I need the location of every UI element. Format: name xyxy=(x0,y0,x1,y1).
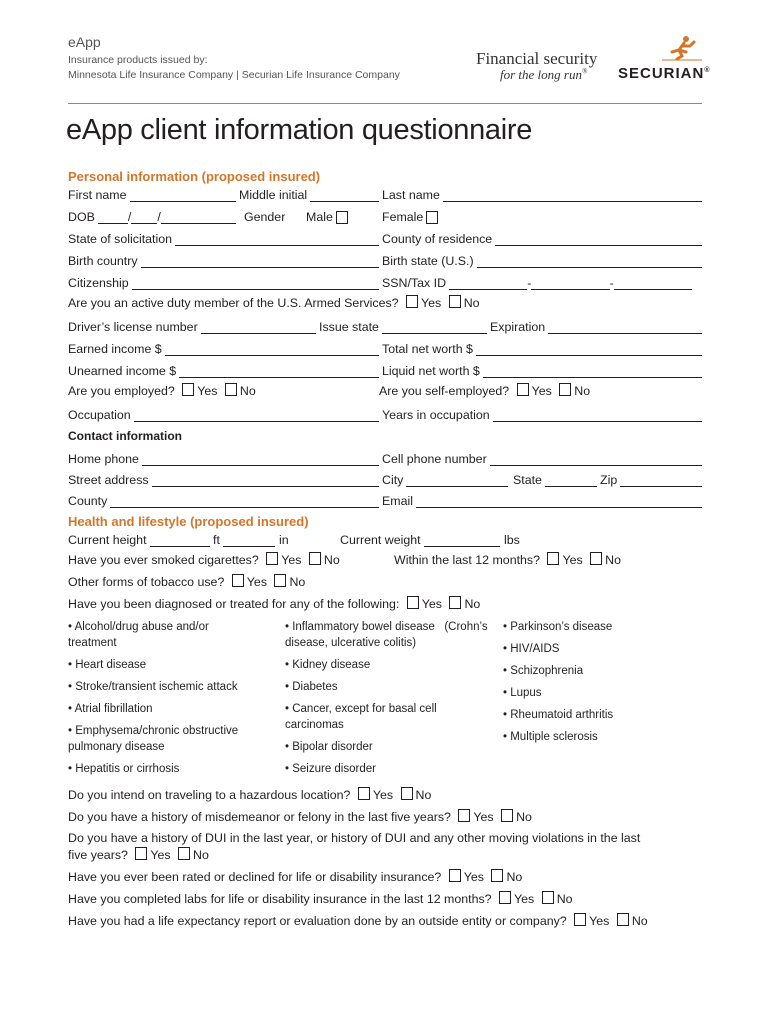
license-label: Driver’s license number xyxy=(68,320,198,334)
yes-label: Yes xyxy=(531,384,552,398)
armed-no-checkbox[interactable] xyxy=(449,295,461,308)
dob-month-field[interactable] xyxy=(98,211,128,224)
app-name: eApp xyxy=(68,34,101,50)
yes-label: Yes xyxy=(589,914,610,928)
occupation-label: Occupation xyxy=(68,408,131,422)
yes-label: Yes xyxy=(473,810,494,824)
citizenship-label: Citizenship xyxy=(68,276,129,290)
yes-label: Yes xyxy=(281,553,302,567)
tagline-reg: ® xyxy=(581,67,588,76)
self-employed-question xyxy=(379,383,590,398)
employed-label: Are you employed? xyxy=(68,384,175,398)
state-field[interactable] xyxy=(545,474,597,487)
diagnosed-label: Have you been diagnosed or treated for any of the following: xyxy=(68,597,400,611)
logo-reg: ® xyxy=(704,67,711,74)
expiration-field[interactable] xyxy=(548,321,702,334)
dob-day-field[interactable] xyxy=(131,211,157,224)
height-label: Current height xyxy=(68,533,147,547)
last12-label: Within the last 12 months? xyxy=(394,553,541,567)
weight-field[interactable] xyxy=(424,534,500,547)
smoked-label: Have you ever smoked cigarettes? xyxy=(68,553,259,567)
condition-item: • Rheumatoid arthritis xyxy=(503,709,614,721)
dui-label-line2: five years? xyxy=(68,848,128,862)
license-field[interactable] xyxy=(201,321,316,334)
ssn-part3-field[interactable] xyxy=(614,277,692,290)
condition-item: • Diabetes xyxy=(285,681,338,693)
dob-year-field[interactable] xyxy=(161,211,236,224)
self-employed-label: Are you self-employed? xyxy=(379,384,510,398)
tagline-line2 xyxy=(500,67,587,83)
condition-item: • Heart disease xyxy=(68,659,147,671)
condition-item: • Emphysema/chronic obstructive pulmonary disease xyxy=(68,725,245,753)
dob-row xyxy=(68,206,702,224)
unearned-row xyxy=(68,360,702,378)
condition-item: • Multiple sclerosis xyxy=(503,731,598,743)
employed-question xyxy=(68,383,256,398)
condition-item: • Cancer, except for basal cell carcinomas xyxy=(285,703,444,731)
unearned-income-label: Unearned income $ xyxy=(68,364,177,378)
yes-label: Yes xyxy=(246,575,268,589)
unearned-income-field[interactable] xyxy=(179,365,379,378)
rated-no-checkbox[interactable] xyxy=(491,869,503,882)
no-label: No xyxy=(556,892,573,906)
contact-heading: Contact information xyxy=(68,429,182,443)
county-label: County xyxy=(68,494,108,508)
companies-text: Minnesota Life Insurance Company | Securian Life Insurance Company xyxy=(68,69,400,81)
yes-label: Yes xyxy=(197,384,218,398)
page-title: eApp client information questionnaire xyxy=(66,114,533,146)
life-expectancy-no-checkbox[interactable] xyxy=(617,913,629,926)
labs-question xyxy=(68,891,573,906)
employed-no-checkbox[interactable] xyxy=(225,383,237,396)
years-occupation-label: Years in occupation xyxy=(382,408,490,422)
years-occupation-field[interactable] xyxy=(493,409,702,422)
citizenship-field[interactable] xyxy=(132,277,379,290)
diagnosed-question xyxy=(68,596,480,611)
earned-income-field[interactable] xyxy=(165,343,379,356)
height-in-field[interactable] xyxy=(223,534,275,547)
phone-row xyxy=(68,448,702,466)
home-phone-label: Home phone xyxy=(68,452,139,466)
issued-by-text: Insurance products issued by: xyxy=(68,54,208,66)
condition-item: • Hepatitis or cirrhosis xyxy=(68,763,180,775)
license-row xyxy=(68,316,702,334)
securian-logo xyxy=(618,65,711,82)
middle-initial-field[interactable] xyxy=(310,189,379,202)
yes-label: Yes xyxy=(150,848,171,862)
height-ft-field[interactable] xyxy=(150,534,210,547)
travel-no-checkbox[interactable] xyxy=(401,787,413,800)
dob-label: DOB xyxy=(68,210,95,224)
email-field[interactable] xyxy=(416,495,702,508)
birth-country-label: Birth country xyxy=(68,254,138,268)
rated-label: Have you ever been rated or declined for life or disability insurance? xyxy=(68,870,442,884)
smoked-yes-checkbox[interactable] xyxy=(266,552,278,565)
logo-text: SECURIAN xyxy=(618,65,705,82)
gender-label: Gender xyxy=(244,210,286,224)
tobacco-no-checkbox[interactable] xyxy=(274,574,286,587)
no-label: No xyxy=(415,788,432,802)
occupation-row xyxy=(68,404,702,422)
ft-label: ft xyxy=(213,533,220,547)
state-row xyxy=(68,228,702,246)
last-name-field[interactable] xyxy=(443,189,702,202)
occupation-field[interactable] xyxy=(134,409,379,422)
misdemeanor-no-checkbox[interactable] xyxy=(501,809,513,822)
no-label: No xyxy=(464,597,481,611)
life-expectancy-yes-checkbox[interactable] xyxy=(574,913,586,926)
armed-question xyxy=(68,295,480,310)
diagnosed-yes-checkbox[interactable] xyxy=(407,596,419,609)
no-label: No xyxy=(574,384,591,398)
state-solicitation-label: State of solicitation xyxy=(68,232,173,246)
yes-label: Yes xyxy=(514,892,535,906)
employed-yes-checkbox[interactable] xyxy=(182,383,194,396)
first-name-field[interactable] xyxy=(130,189,236,202)
misdemeanor-label: Do you have a history of misdemeanor or felony in the last five years? xyxy=(68,810,451,824)
life-expectancy-question xyxy=(68,913,648,928)
female-label: Female xyxy=(382,210,424,224)
conditions-col-2 xyxy=(285,619,490,783)
county-row xyxy=(68,490,702,508)
rated-yes-checkbox[interactable] xyxy=(449,869,461,882)
armed-label: Are you an active duty member of the U.S. Armed Services? xyxy=(68,296,399,310)
dui-question xyxy=(68,831,640,845)
labs-yes-checkbox[interactable] xyxy=(499,891,511,904)
no-label: No xyxy=(506,870,523,884)
last12-question xyxy=(394,552,621,567)
condition-item: • HIV/AIDS xyxy=(503,643,560,655)
dui-yes-checkbox[interactable] xyxy=(135,847,147,860)
conditions-col-1 xyxy=(68,619,268,783)
yes-label: Yes xyxy=(421,597,442,611)
yes-label: Yes xyxy=(463,870,484,884)
conditions-col-3 xyxy=(503,619,703,751)
condition-item: • Seizure disorder xyxy=(285,763,376,775)
ssn-part2-field[interactable] xyxy=(531,277,609,290)
no-label: No xyxy=(631,914,648,928)
address-row xyxy=(68,469,702,487)
birth-state-field[interactable] xyxy=(477,255,702,268)
middle-initial-label: Middle initial xyxy=(239,188,308,202)
condition-item: • Parkinson’s disease xyxy=(503,621,613,633)
life-expectancy-label: Have you had a life expectancy report or evaluation done by an outside entity or company? xyxy=(68,914,567,928)
earned-income-label: Earned income $ xyxy=(68,342,162,356)
armed-yes-checkbox[interactable] xyxy=(406,295,418,308)
in-label: in xyxy=(279,533,289,547)
no-label: No xyxy=(463,296,480,310)
city-field[interactable] xyxy=(406,474,508,487)
travel-label: Do you intend on traveling to a hazardous location? xyxy=(68,788,351,802)
issue-state-label: Issue state xyxy=(319,320,379,334)
last12-no-checkbox[interactable] xyxy=(590,552,602,565)
email-label: Email xyxy=(382,494,413,508)
lbs-label: lbs xyxy=(504,533,520,547)
weight-label: Current weight xyxy=(340,533,421,547)
dob-slash-2: / xyxy=(157,210,161,224)
self-employed-no-checkbox[interactable] xyxy=(559,383,571,396)
labs-label: Have you completed labs for life or disability insurance in the last 12 months? xyxy=(68,892,492,906)
tobacco-label: Other forms of tobacco use? xyxy=(68,575,225,589)
condition-item: • Alcohol/drug abuse and/or treatment xyxy=(68,621,216,649)
tobacco-question xyxy=(68,574,305,589)
tobacco-yes-checkbox[interactable] xyxy=(232,574,244,587)
health-heading: Health and lifestyle (proposed insured) xyxy=(68,514,309,529)
ssn-dash-1: - xyxy=(527,276,532,290)
cell-phone-field[interactable] xyxy=(490,453,702,466)
ssn-dash-2: - xyxy=(609,276,614,290)
travel-yes-checkbox[interactable] xyxy=(358,787,370,800)
yes-label: Yes xyxy=(421,296,442,310)
condition-item: • Bipolar disorder xyxy=(285,741,373,753)
no-label: No xyxy=(323,553,340,567)
labs-no-checkbox[interactable] xyxy=(542,891,554,904)
state-solicitation-field[interactable] xyxy=(175,233,379,246)
birth-state-label: Birth state (U.S.) xyxy=(382,254,474,268)
condition-item: • Kidney disease xyxy=(285,659,371,671)
ssn-label: SSN/Tax ID xyxy=(382,276,447,290)
height-weight-row xyxy=(68,529,702,547)
dob-slash-1: / xyxy=(127,210,132,224)
no-label: No xyxy=(516,810,532,824)
self-employed-yes-checkbox[interactable] xyxy=(517,383,529,396)
yes-label: Yes xyxy=(372,788,394,802)
zip-label: Zip xyxy=(600,473,618,487)
male-checkbox[interactable] xyxy=(336,211,348,224)
yes-label: Yes xyxy=(562,553,583,567)
street-field[interactable] xyxy=(152,474,379,487)
female-checkbox[interactable] xyxy=(426,211,438,224)
misdemeanor-question xyxy=(68,809,532,824)
last12-yes-checkbox[interactable] xyxy=(547,552,559,565)
rated-question xyxy=(68,869,522,884)
no-label: No xyxy=(289,575,306,589)
condition-item: • Stroke/transient ischemic attack xyxy=(68,681,238,693)
home-phone-field[interactable] xyxy=(142,453,379,466)
tagline2-text: for the long run xyxy=(500,67,582,82)
birth-country-field[interactable] xyxy=(141,255,379,268)
dui-label-line1: Do you have a history of DUI in the last year, or history of DUI and any other moving violations in the last xyxy=(68,831,641,845)
street-label: Street address xyxy=(68,473,149,487)
misdemeanor-yes-checkbox[interactable] xyxy=(458,809,470,822)
ssn-part1-field[interactable] xyxy=(449,277,527,290)
condition-item: • Schizophrenia xyxy=(503,665,584,677)
city-label: City xyxy=(382,473,404,487)
personal-heading: Personal information (proposed insured) xyxy=(68,169,321,184)
county-residence-label: County of residence xyxy=(382,232,493,246)
header-divider xyxy=(68,103,702,104)
state-label: State xyxy=(513,473,542,487)
no-label: No xyxy=(239,384,256,398)
diagnosed-no-checkbox[interactable] xyxy=(449,596,461,609)
dui-question-line2 xyxy=(68,847,209,862)
condition-item: • Atrial fibrillation xyxy=(68,703,153,715)
expiration-label: Expiration xyxy=(490,320,546,334)
county-field[interactable] xyxy=(110,495,379,508)
condition-item: • Inflammatory bowel disease (Crohn’s disease, ulcerative colitis) xyxy=(285,621,488,649)
runner-icon xyxy=(662,34,702,64)
liquid-worth-label: Liquid net worth $ xyxy=(382,364,480,378)
travel-question xyxy=(68,787,431,802)
zip-field[interactable] xyxy=(620,474,702,487)
issue-state-field[interactable] xyxy=(382,321,487,334)
income-row xyxy=(68,338,702,356)
net-worth-field[interactable] xyxy=(476,343,702,356)
first-name-label: First name xyxy=(68,188,127,202)
smoked-no-checkbox[interactable] xyxy=(309,552,321,565)
county-residence-field[interactable] xyxy=(495,233,702,246)
liquid-worth-field[interactable] xyxy=(483,365,702,378)
net-worth-label: Total net worth $ xyxy=(382,342,473,356)
last-name-label: Last name xyxy=(382,188,440,202)
citizenship-row xyxy=(68,272,702,290)
dui-no-checkbox[interactable] xyxy=(178,847,190,860)
cell-phone-label: Cell phone number xyxy=(382,452,487,466)
birth-row xyxy=(68,250,702,268)
no-label: No xyxy=(605,553,621,567)
smoked-question xyxy=(68,552,340,567)
condition-item: • Lupus xyxy=(503,687,542,699)
tagline-line1: Financial security xyxy=(476,49,598,68)
name-row xyxy=(68,184,702,202)
male-label: Male xyxy=(306,210,333,224)
no-label: No xyxy=(193,848,209,862)
